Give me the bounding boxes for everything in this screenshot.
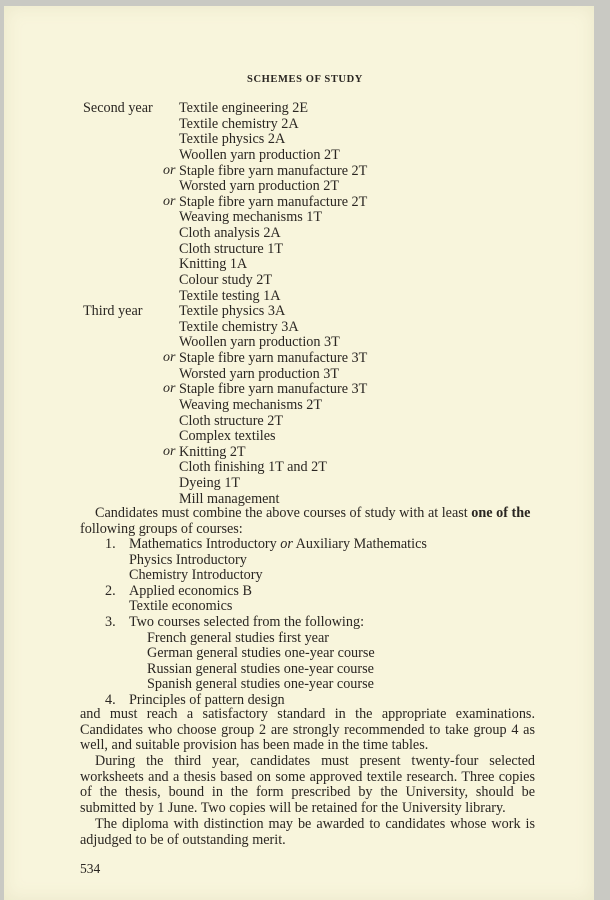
intro-bold: one of the	[471, 505, 531, 521]
course-item: Textile chemistry 2A	[179, 115, 299, 132]
course-item: Dyeing 1T	[179, 475, 241, 492]
group-1-line-3: Chemistry Introductory	[129, 567, 263, 583]
group-1-line-2: Physics Introductory	[129, 552, 247, 568]
course-item: Textile testing 1A	[179, 287, 281, 304]
group-2-line-2: Textile economics	[129, 598, 233, 614]
paragraph-examinations: and must reach a satisfactory standard in the appropriate examinations. Candidates who choose group 2 are strongly recommended to take group 4 as well, and suitable provision has been made in the time tables.	[80, 706, 535, 754]
group-3-sub: French general studies first year	[147, 630, 330, 646]
course-item: Weaving mechanisms 2T	[179, 396, 323, 413]
paragraph-distinction: The diploma with distinction may be awarded to candidates whose work is adjudged to be of outstanding merit.	[80, 816, 535, 848]
group-3-sub: German general studies one-year course	[147, 645, 375, 661]
course-item: Cloth structure 1T	[179, 240, 284, 257]
intro-text: Candidates must combine the above courses of study with at least	[95, 505, 472, 521]
group-3-line-1: Two courses selected from the following:	[129, 614, 365, 630]
or-word: or	[163, 381, 176, 397]
course-item: Staple fibre yarn manufacture 2T	[179, 162, 368, 179]
course-item: Cloth finishing 1T and 2T	[179, 459, 327, 476]
or-word: or	[163, 350, 176, 366]
year-label-third: Third year	[83, 303, 143, 319]
course-item: Textile physics 2A	[179, 131, 286, 148]
group-3-sub: Russian general studies one-year course	[147, 661, 374, 677]
course-item: Weaving mechanisms 1T	[179, 209, 323, 226]
or-word: or	[163, 162, 176, 178]
candidates-intro-line2: following groups of courses:	[80, 521, 243, 537]
group-number: 3.	[105, 614, 116, 630]
or-word: or	[280, 536, 293, 552]
group-number: 4.	[105, 692, 116, 708]
course-item: Woollen yarn production 2T	[179, 146, 340, 163]
course-item: Staple fibre yarn manufacture 2T	[179, 193, 368, 210]
course-item: Textile chemistry 3A	[179, 318, 299, 335]
course-item: Textile physics 3A	[179, 303, 286, 320]
group-3-sub: Spanish general studies one-year course	[147, 676, 374, 692]
group-1-option-b: Auxiliary Mathematics	[292, 536, 427, 552]
paragraph-thesis: During the third year, candidates must present twenty-four selected worksheets and a thesis based on some approved textile research. Three copies of the thesis, bound in the form prescribed by the University, should be submitted by 1 June. Two copies will be retained for the University library.	[80, 753, 535, 816]
course-item: Woollen yarn production 3T	[179, 334, 340, 351]
group-number: 2.	[105, 583, 116, 599]
group-2-line-1: Applied economics B	[129, 583, 252, 599]
course-item: Staple fibre yarn manufacture 3T	[179, 381, 368, 398]
course-item: Knitting 1A	[179, 256, 248, 273]
running-header: SCHEMES OF STUDY	[247, 74, 363, 85]
group-1-line-1	[129, 536, 427, 552]
year-label-second: Second year	[83, 100, 153, 116]
course-item: Textile engineering 2E	[179, 100, 309, 116]
course-item: Worsted yarn production 3T	[179, 365, 340, 382]
course-item: Complex textiles	[179, 428, 276, 445]
group-4-line-1: Principles of pattern design	[129, 692, 285, 708]
candidates-intro	[95, 505, 530, 521]
group-number: 1.	[105, 536, 116, 552]
group-1-option-a: Mathematics Introductory	[129, 536, 281, 552]
or-word: or	[163, 193, 176, 209]
course-item: Colour study 2T	[179, 271, 273, 288]
course-item: Cloth analysis 2A	[179, 225, 281, 242]
or-word: or	[163, 443, 176, 459]
course-item: Mill management	[179, 490, 280, 507]
course-item: Knitting 2T	[179, 443, 246, 460]
course-item: Staple fibre yarn manufacture 3T	[179, 350, 368, 367]
course-item: Cloth structure 2T	[179, 412, 284, 429]
page-number: 534	[80, 861, 101, 876]
course-item: Worsted yarn production 2T	[179, 178, 340, 195]
